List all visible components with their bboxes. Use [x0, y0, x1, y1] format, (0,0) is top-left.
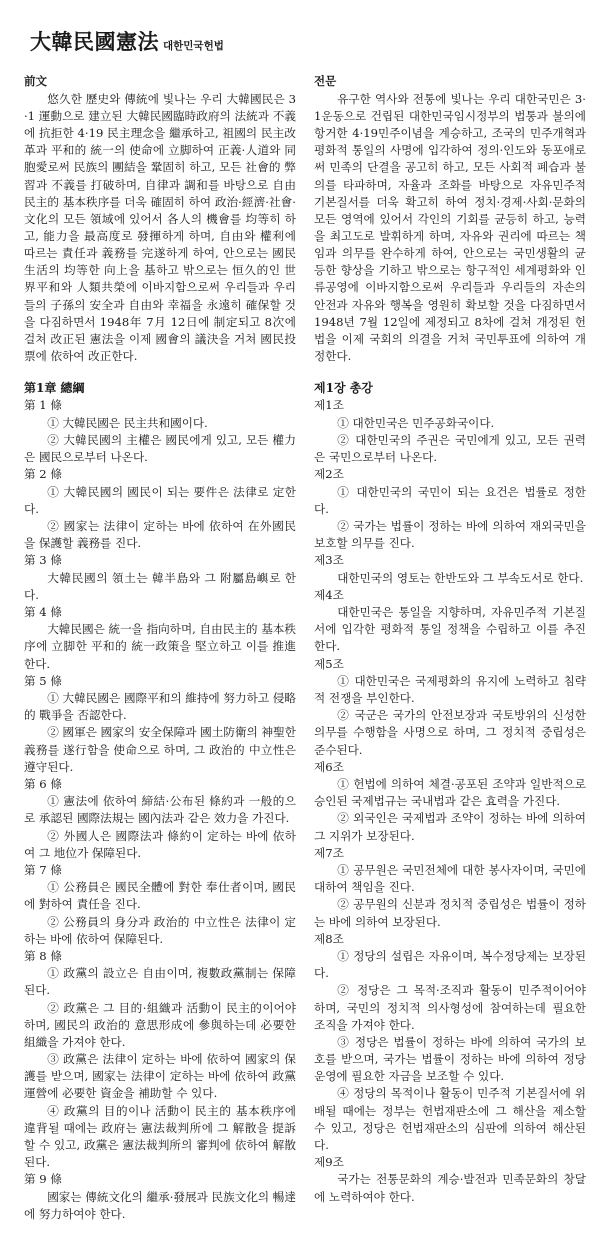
article-block [314, 587, 586, 656]
preamble-text-hanja: 悠久한 歷史와 傳統에 빛나는 우리 大韓國民은 3·1 運動으로 建立된 大韓民國臨時政府의 法統과 不義에 抗拒한 4·19 民主理念을 繼承하고, 祖國의 民主改革과 平和的 統一의 使命에 立脚하여 正義·人道와 同胞愛로써 民族의 團結을 鞏固히 하고, 모든 社會的 弊習과 不義를 打破하며, 自律과 調和를 바탕으로 自由民主的 基本秩序를 더욱 確固히 하여 政治·經濟·社會·文化의 모든 領域에 있어서 各人의 機會를 均等히 하고, 能力을 最高度로 發揮하게 하며, 自由와 權利에 따르는 責任과 義務를 完遂하게 하여, 안으로는 國民生活의 均等한 向上을 基하고 밖으로는 恒久的인 世界平和와 人類共榮에 이바지함으로써 우리들과 우리들의 子孫의 安全과 自由와 幸福을 永遠히 確保할 것을 다짐하면서 1948年 7月 12日에 制定되고 8次에 걸쳐 改正된 憲法을 이제 國會의 議決을 거쳐 國民投票에 依하여 改正한다. [24, 91, 296, 364]
article-clause: ② 國家는 法律이 定하는 바에 依하여 在外國民을 保護할 義務를 진다. [24, 518, 296, 550]
article-clause: 國家는 傳統文化의 繼承·發展과 民族文化의 暢達에 努力하여야 한다. [24, 1189, 296, 1221]
article-clause: ① 헌법에 의하여 체결·공포된 조약과 일반적으로 승인된 국제법규는 국내법과 같은 효력을 가진다. [314, 777, 586, 809]
article-heading: 第 1 條 [24, 398, 62, 413]
article-clause: ① 대한민국의 국민이 되는 요건은 법률로 정한다. [314, 484, 586, 516]
article-clause: ④ 政黨의 目的이나 活動이 民主的 基本秩序에 違背될 때에는 政府는 憲法裁判所에 그 解散을 提訴할 수 있고, 政黨은 憲法裁判所의 審判에 依하여 解散된다. [24, 1103, 296, 1170]
article-list-hanja [24, 397, 296, 1223]
chapter-heading-hangul: 제1장 총강 [314, 381, 373, 396]
article-clause: 大韓民國은 統一을 指向하며, 自由民主的 基本秩序에 立脚한 平和的 統一政策을 堅立하고 이를 推進한다. [24, 622, 296, 671]
article-clause: 대한민국은 통일을 지향하며, 자유민주적 기본질서에 입각한 평화적 통일 정책을 수립하고 이를 추진한다. [314, 605, 586, 654]
article-clause: ② 외국인은 국제법과 조약이 정하는 바에 의하여 그 지위가 보장된다. [314, 811, 586, 843]
preamble-heading-hanja: 前文 [24, 74, 47, 89]
article-block [314, 1154, 586, 1206]
article-heading: 제4조 [314, 587, 344, 602]
document-title-hanja: 大韓民國憲法 [30, 29, 159, 54]
article-clause: ② 국가는 법률이 정하는 바에 의하여 재외국민을 보호할 의무를 진다. [314, 518, 586, 550]
article-heading: 제1조 [314, 398, 344, 413]
article-clause: ② 國軍은 國家의 安全保障과 國土防衛의 神聖한 義務를 遂行함을 使命으로 하며, 그 政治的 中立性은 遵守된다. [24, 725, 296, 774]
article-clause: ① 대한민국은 국제평화의 유지에 노력하고 침략적 전쟁을 부인한다. [314, 673, 586, 706]
article-clause: ① 政黨의 設立은 自由이며, 複數政黨制는 保障된다. [24, 966, 296, 998]
article-block [24, 776, 296, 862]
article-clause: ① 大韓民國은 民主共和國이다. [47, 415, 208, 430]
article-block [314, 759, 586, 845]
article-list-hangul [314, 397, 586, 1205]
article-clause: ② 국군은 국가의 안전보장과 국토방위의 신성한 의무를 수행함을 사명으로 하며, 그 정치적 중립성은 준수된다. [314, 708, 586, 757]
article-clause: ④ 정당의 목적이나 활동이 민주적 기본질서에 위배될 때에는 정부는 헌법재판소에 그 해산을 제소할 수 있고, 정당은 헌법재판소의 심판에 의하여 해산된다. [314, 1086, 586, 1152]
document-title-hangul: 대한민국헌법 [163, 40, 224, 52]
article-clause: ① 大韓民國의 國民이 되는 要件은 法律로 定한다. [24, 484, 296, 516]
article-heading: 제7조 [314, 845, 344, 860]
article-clause: ② 大韓民國의 主權은 國民에게 있고, 모든 權力은 國民으로부터 나온다. [24, 432, 296, 464]
article-clause: ② 공무원의 신분과 정치적 중립성은 법률이 정하는 바에 의하여 보장된다. [314, 897, 586, 929]
article-heading: 第 5 條 [24, 673, 62, 688]
article-heading: 第 6 條 [24, 776, 62, 791]
article-clause: 국가는 전통문화의 계승·발전과 민족문화의 창달에 노력하여야 한다. [314, 1172, 586, 1204]
article-heading: 제2조 [314, 467, 344, 482]
article-block [24, 862, 296, 948]
article-block [24, 604, 296, 673]
article-clause: ① 公務員은 國民全體에 對한 奉仕者이며, 國民에 對하여 責任을 진다. [24, 880, 296, 912]
article-clause: ② 政黨은 그 目的·組織과 活動이 民主的이어야 하며, 國民의 政治的 意思形成에 參與하는데 必要한 組織을 가져야 한다. [24, 1000, 296, 1049]
article-clause: ② 外國人은 國際法과 條約이 定하는 바에 依하여 그 地位가 保障된다. [24, 828, 296, 860]
article-block [24, 948, 296, 1171]
preamble-text-hangul: 유구한 역사와 전통에 빛나는 우리 대한국민은 3·1운동으로 건립된 대한민국임시정부의 법통과 불의에 항거한 4·19민주이념을 계승하고, 조국의 민주개혁과 평화적 통일의 사명에 입각하여 정의·인도와 동포애로써 민족의 단결을 공고히 하고, 모든 사회적 폐습과 불의를 타파하며, 자율과 조화를 바탕으로 자유민주적 기본질서를 더욱 확고히 하여 정치·경제·사회·문화의 모든 영역에 있어서 각인의 기회를 균등히 하고, 능력을 최고도로 발휘하게 하며, 자유와 권리에 따르는 책임과 의무를 완수하게 하여, 안으로는 국민생활의 균등한 향상을 기하고 밖으로는 항구적인 세계평화와 인류공영에 이바지함으로써 우리들과 우리들의 자손의 안전과 자유와 행복을 영원히 확보할 것을 다짐하면서 1948년 7월 12일에 제정되고 8차에 걸쳐 개정된 헌법을 이제 국회의 의결을 거쳐 국민투표에 의하여 개정한다. [314, 91, 586, 364]
article-block [314, 845, 586, 931]
article-block [314, 466, 586, 552]
article-clause: ② 公務員의 身分과 政治的 中立性은 法律이 定하는 바에 依하여 保障된다. [24, 914, 296, 946]
two-column-body [24, 73, 586, 1223]
article-clause: 대한민국의 영토는 한반도와 그 부속도서로 한다. [337, 570, 584, 585]
article-block [314, 397, 586, 466]
article-clause: ① 대한민국은 민주공화국이다. [337, 415, 495, 430]
article-clause: ② 대한민국의 주권은 국민에게 있고, 모든 권력은 국민으로부터 나온다. [314, 432, 586, 464]
article-clause: ③ 政黨은 法律이 定하는 바에 依하여 國家의 保護를 받으며, 國家는 法律이 定하는 바에 依하여 政黨運營에 必要한 資金을 補助할 수 있다. [24, 1052, 296, 1101]
article-heading: 第 9 條 [24, 1172, 62, 1187]
article-heading: 第 8 條 [24, 948, 62, 963]
article-clause: ① 憲法에 依하여 締結·公布된 條約과 一般的으로 承認된 國際法規는 國內法과 같은 效力을 가진다. [24, 794, 296, 826]
article-block [24, 397, 296, 466]
article-clause: ① 정당의 설립은 자유이며, 복수정당제는 보장된다. [314, 949, 586, 981]
article-block [24, 1171, 296, 1223]
article-clause: ③ 정당은 법률이 정하는 바에 의하여 국가의 보호를 받으며, 국가는 법률이 정하는 바에 의하여 정당운영에 필요한 자금을 보조할 수 있다. [314, 1034, 586, 1084]
article-heading: 第 2 條 [24, 467, 62, 482]
article-heading: 제3조 [314, 553, 344, 568]
article-block [24, 552, 296, 604]
article-block [314, 931, 586, 1154]
article-block [314, 656, 586, 759]
article-clause: ② 정당은 그 목적·조직과 활동이 민주적이어야 하며, 국민의 정치적 의사형성에 참여하는데 필요한 조직을 가져야 한다. [314, 983, 586, 1032]
column-hangul [314, 73, 586, 1223]
article-clause: 大韓民國의 領土는 韓半島와 그 附屬島嶼로 한다. [24, 570, 296, 602]
article-heading: 제8조 [314, 931, 344, 946]
article-heading: 第 7 條 [24, 862, 62, 877]
article-heading: 제9조 [314, 1155, 344, 1170]
column-hanja [24, 73, 296, 1223]
article-clause: ① 공무원은 국민전체에 대한 봉사자이며, 국민에 대하여 책임을 진다. [314, 863, 586, 895]
article-heading: 제5조 [314, 656, 344, 671]
article-heading: 第 4 條 [24, 604, 62, 619]
article-heading: 제6조 [314, 759, 344, 774]
article-block [24, 673, 296, 776]
article-heading: 第 3 條 [24, 553, 62, 568]
chapter-heading-hanja: 第1章 總綱 [24, 381, 85, 396]
article-block [314, 552, 586, 587]
article-block [24, 466, 296, 552]
preamble-heading-hangul: 전문 [314, 74, 337, 89]
document-masthead [24, 30, 578, 53]
article-clause: ① 大韓民國은 國際平和의 維持에 努力하고 侵略的 戰爭을 否認한다. [24, 691, 296, 723]
